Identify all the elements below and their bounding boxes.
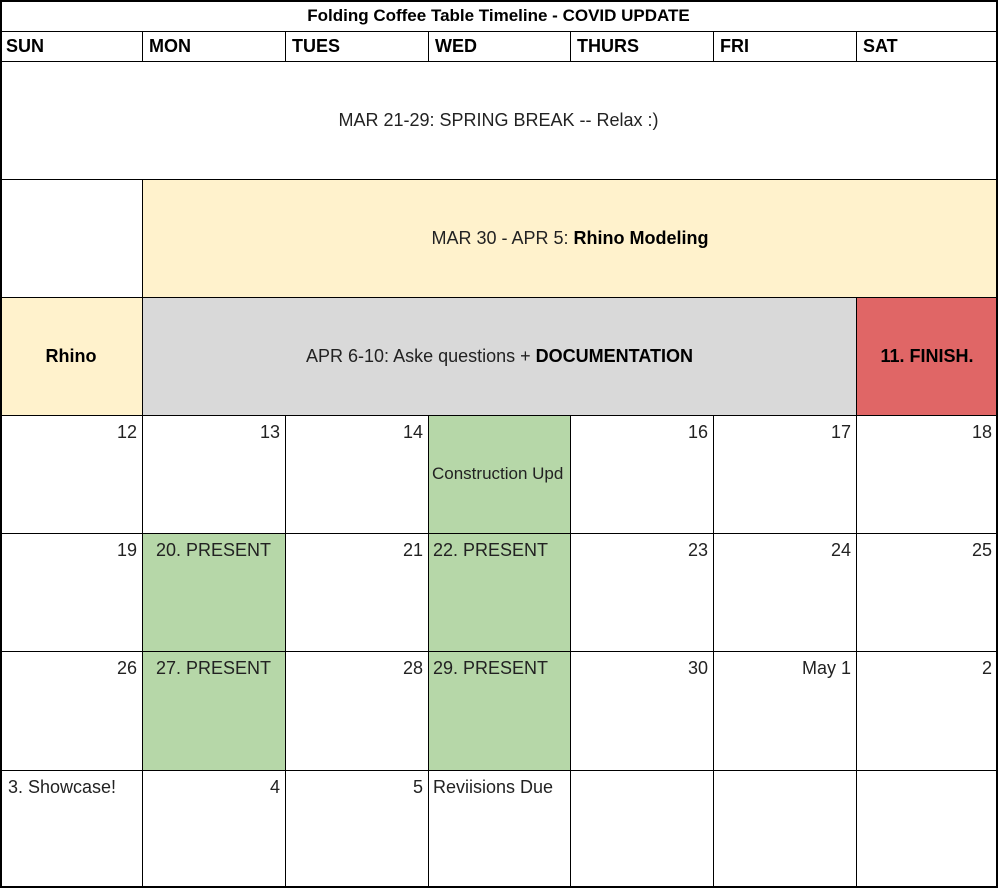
day-cell-may9[interactable] xyxy=(857,771,998,888)
header-sat[interactable]: SAT xyxy=(857,32,998,62)
day-cell-apr22-present[interactable]: 22. PRESENT xyxy=(429,534,571,652)
spring-break-banner[interactable] xyxy=(0,62,998,180)
documentation-bold: DOCUMENTATION xyxy=(535,346,693,366)
rhino-modeling-banner[interactable] xyxy=(143,180,998,298)
day-cell-may1[interactable]: May 1 xyxy=(714,652,857,771)
day-cell-may8[interactable] xyxy=(714,771,857,888)
day-cell-apr23[interactable]: 23 xyxy=(571,534,714,652)
day-cell-apr28[interactable]: 28 xyxy=(286,652,429,771)
day-cell-apr13[interactable]: 13 xyxy=(143,416,286,534)
day-cell-apr15[interactable] xyxy=(429,416,571,534)
day-cell-apr29-present[interactable]: 29. PRESENT xyxy=(429,652,571,771)
rhino-modeling-prefix: MAR 30 - APR 5: xyxy=(431,228,574,248)
day-cell-apr30[interactable]: 30 xyxy=(571,652,714,771)
header-fri[interactable]: FRI xyxy=(714,32,857,62)
header-thurs[interactable]: THURS xyxy=(571,32,714,62)
rhino-cell[interactable] xyxy=(0,298,143,416)
day-cell-apr25[interactable]: 25 xyxy=(857,534,998,652)
day-cell-may3-showcase[interactable]: 3. Showcase! xyxy=(0,771,143,888)
day-cell-apr18[interactable]: 18 xyxy=(857,416,998,534)
sheet-title[interactable]: Folding Coffee Table Timeline - COVID UPDATE xyxy=(0,0,998,32)
header-tues[interactable]: TUES xyxy=(286,32,429,62)
day-cell-apr26[interactable]: 26 xyxy=(0,652,143,771)
day-cell-apr21[interactable]: 21 xyxy=(286,534,429,652)
day-cell-apr16[interactable]: 16 xyxy=(571,416,714,534)
day-cell-apr20-present[interactable]: 20. PRESENT xyxy=(143,534,286,652)
documentation-banner[interactable] xyxy=(143,298,857,416)
documentation-prefix: APR 6-10: Aske questions + xyxy=(306,346,536,366)
rhino-modeling-bold: Rhino Modeling xyxy=(573,228,709,248)
empty-cell-mar29[interactable] xyxy=(0,180,143,298)
header-sun[interactable]: SUN xyxy=(0,32,143,62)
day-cell-apr17[interactable]: 17 xyxy=(714,416,857,534)
finish-cell[interactable] xyxy=(857,298,998,416)
day-cell-apr14[interactable]: 14 xyxy=(286,416,429,534)
day-cell-may6-revisions[interactable]: Reviisions Due xyxy=(429,771,571,888)
construction-update-note: Construction Upd xyxy=(432,464,564,483)
day-cell-may4[interactable]: 4 xyxy=(143,771,286,888)
day-cell-may2[interactable]: 2 xyxy=(857,652,998,771)
header-mon[interactable]: MON xyxy=(143,32,286,62)
header-wed[interactable]: WED xyxy=(429,32,571,62)
spring-break-text: MAR 21-29: SPRING BREAK -- Relax :) xyxy=(338,110,659,130)
day-cell-may7[interactable] xyxy=(571,771,714,888)
day-cell-apr19[interactable]: 19 xyxy=(0,534,143,652)
day-cell-may5[interactable]: 5 xyxy=(286,771,429,888)
day-cell-apr27-present[interactable]: 27. PRESENT xyxy=(143,652,286,771)
day-cell-apr12[interactable]: 12 xyxy=(0,416,143,534)
day-cell-apr24[interactable]: 24 xyxy=(714,534,857,652)
finish-label: 11. FINISH. xyxy=(880,346,974,366)
rhino-label: Rhino xyxy=(45,346,97,366)
